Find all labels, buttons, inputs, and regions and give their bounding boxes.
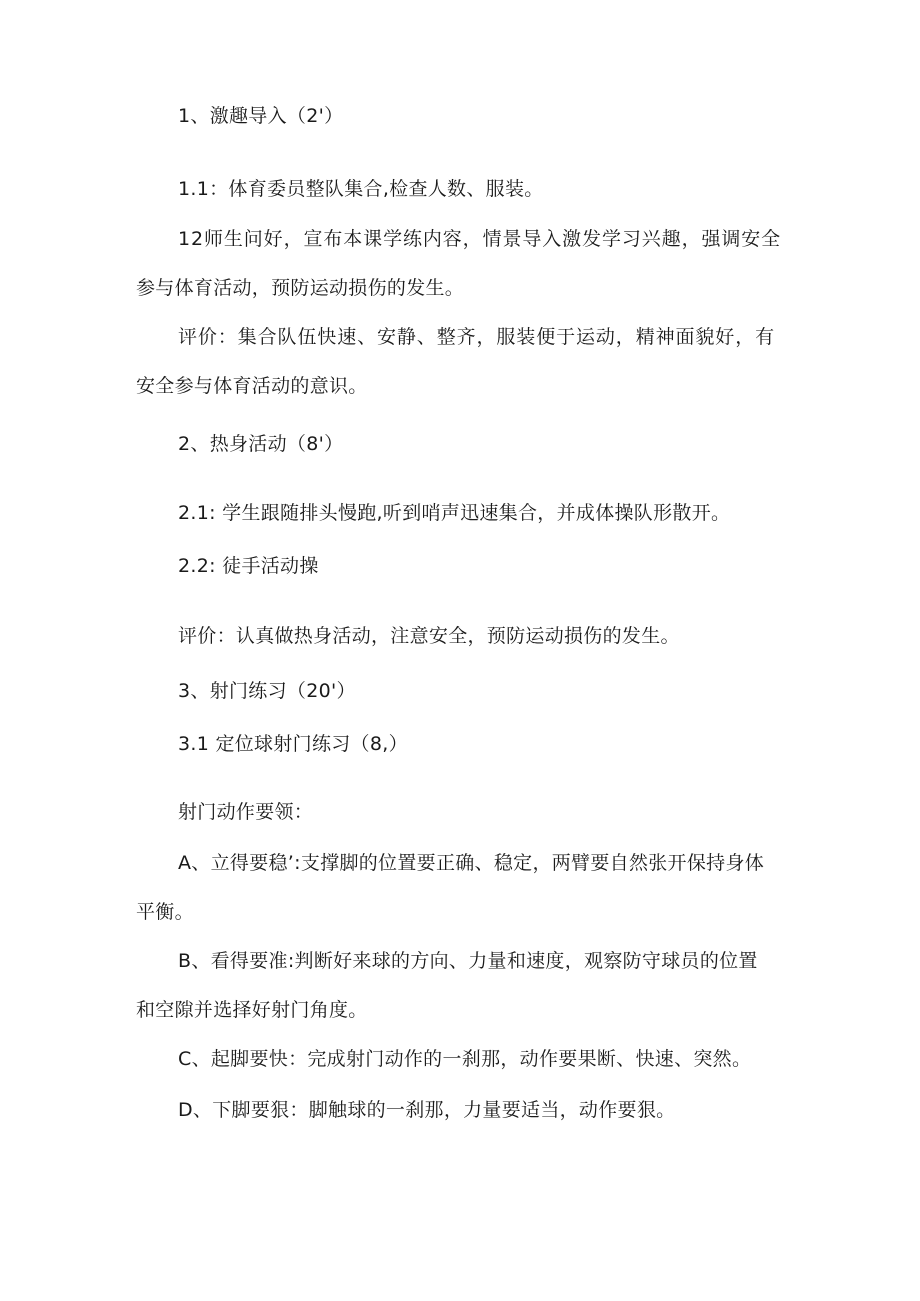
- item-1-1: 1.1：体育委员整队集合,检查人数、服装。: [178, 178, 544, 200]
- item-1-2-line-1: 12师生问好，宣布本课学练内容，情景导入激发学习兴趣，强调安全: [178, 228, 782, 250]
- point-b-line-1: B、看得要准:判断好来球的方向、力量和速度，观察防守球员的位置: [178, 950, 758, 972]
- point-a-line-2: 平衡。: [136, 901, 194, 923]
- item-2-1: 2.1: 学生跟随排头慢跑,听到哨声迅速集合，并成体操队形散开。: [178, 502, 731, 524]
- point-b-line-2: 和空隙并选择好射门角度。: [136, 999, 368, 1021]
- section-2-heading: 2、热身活动（8'）: [178, 433, 344, 455]
- evaluation-1-line-1: 评价：集合队伍快速、安静、整齐，服装便于运动，精神面貌好，有: [178, 326, 776, 348]
- section-1-heading: 1、激趣导入（2'）: [178, 105, 344, 127]
- evaluation-2: 评价：认真做热身活动，注意安全，预防运动损伤的发生。: [178, 625, 680, 647]
- item-1-2-line-2: 参与体育活动，预防运动损伤的发生。: [136, 277, 465, 299]
- point-c: C、起脚要快：完成射门动作的一刹那，动作要果断、快速、突然。: [178, 1048, 752, 1070]
- evaluation-1-line-2: 安全参与体育活动的意识。: [136, 375, 368, 397]
- item-3-1: 3.1 定位球射门练习（8,）: [178, 733, 408, 755]
- section-3-heading: 3、射门练习（20'）: [178, 680, 356, 702]
- point-d: D、下脚要狠：脚触球的一刹那，力量要适当，动作要狠。: [178, 1099, 676, 1121]
- shooting-essentials-heading: 射门动作要领：: [178, 801, 314, 823]
- item-2-2: 2.2: 徒手活动操: [178, 555, 319, 577]
- point-a-line-1: A、立得要稳’:支撑脚的位置要正确、稳定，两臂要自然张开保持身体: [178, 852, 765, 874]
